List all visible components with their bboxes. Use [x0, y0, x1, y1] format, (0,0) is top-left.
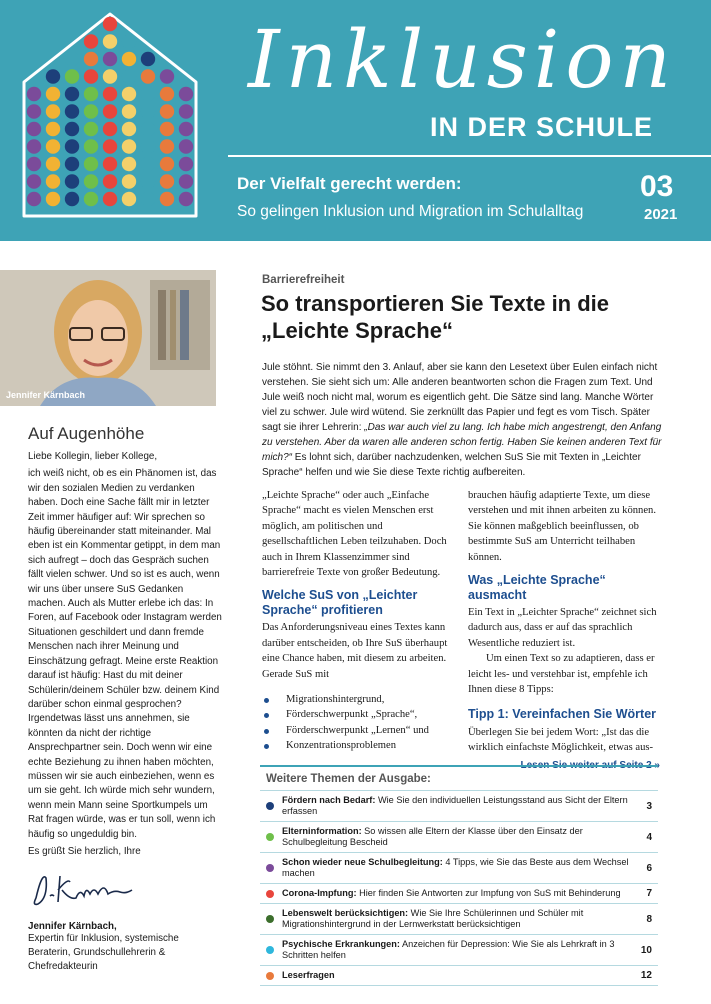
paragraph: Das Anforderungsniveau eines Textes kann darüber entscheiden, ob Ihre SuS überhaupt eine Chance haben, mit diesem zu arbeiten. Gerade SuS mit [262, 622, 448, 680]
logo-dot [122, 139, 136, 153]
logo-dot [27, 157, 41, 171]
topic-text [282, 888, 632, 899]
topic-text [282, 795, 632, 817]
topic-text [282, 857, 632, 879]
more-topics-title: Weitere Themen der Ausgabe: [260, 767, 658, 791]
logo-dot [103, 157, 117, 171]
topic-row[interactable] [260, 966, 658, 986]
logo-dot [122, 174, 136, 188]
article-column-2 [468, 488, 660, 773]
logo-dot [179, 104, 193, 118]
topic-title: Corona-Impfung: [282, 888, 357, 898]
topic-row[interactable] [260, 791, 658, 822]
logo-dot [65, 52, 79, 66]
logo-dot [46, 87, 60, 101]
issue-year: 2021 [644, 206, 678, 223]
paragraph: Überlegen Sie bei jedem Wort: „Ist das die wirklich einfachste Möglichkeit, etwas aus- [468, 726, 654, 754]
logo-dot [160, 104, 174, 118]
author-photo [0, 270, 216, 406]
logo-dot [84, 157, 98, 171]
issue-number: 03 [640, 170, 674, 203]
paragraph: brauchen häufig adaptierte Texte, um diese verstehen und mit ihnen arbeiten zu können. Sie können maßgeblich beeinflussen, ob bestimmte SuS am Unterricht teilhaben können. [468, 490, 656, 563]
topic-title: Elterninformation: [282, 826, 362, 836]
editorial-closing: Es grüßt Sie herzlich, Ihre [28, 845, 141, 857]
article-headline: So transportieren Sie Texte in die „Leichte Sprache“ [261, 291, 610, 343]
logo-dot [27, 139, 41, 153]
logo-dot [122, 34, 136, 48]
logo-dot [179, 122, 193, 136]
logo-dot [46, 122, 60, 136]
topic-list [260, 791, 658, 986]
topic-bullet-icon [266, 890, 274, 898]
logo-dot [84, 192, 98, 206]
logo-dot [141, 192, 155, 206]
logo-dot [122, 157, 136, 171]
logo-dot [179, 87, 193, 101]
paragraph: Ein Text in „Leichter Sprache“ zeichnet sich dadurch aus, dass er auf das sprachlich Wesentliche reduziert ist. [468, 607, 657, 649]
topic-row[interactable] [260, 884, 658, 904]
logo-dot [84, 122, 98, 136]
house-dots-logo [20, 10, 200, 220]
logo-dot [122, 192, 136, 206]
topic-title: Psychische Erkrankungen: [282, 939, 400, 949]
topic-page-number: 3 [646, 800, 652, 812]
masthead [0, 0, 711, 241]
logo-dot [179, 139, 193, 153]
topic-title: Lebenswelt berücksichtigen: [282, 908, 409, 918]
topic-text [282, 908, 632, 930]
logo-dot [141, 52, 155, 66]
topic-page-number: 7 [646, 888, 652, 899]
topic-bullet-icon [266, 802, 274, 810]
logo-dot [46, 139, 60, 153]
tagline-primary: Der Vielfalt gerecht werden: [237, 174, 462, 193]
list-item: Förderschwerpunkt „Lernen“ und [262, 723, 450, 738]
editorial-text [28, 450, 223, 859]
topic-bullet-icon [266, 915, 274, 923]
logo-dot [160, 157, 174, 171]
logo-dot [160, 87, 174, 101]
logo-dot [122, 87, 136, 101]
topic-bullet-icon [266, 946, 274, 954]
article-column-1 [262, 488, 450, 754]
logo-dot [65, 122, 79, 136]
logo-dot [141, 139, 155, 153]
logo-dot [84, 139, 98, 153]
logo-dot [160, 174, 174, 188]
logo-dot [84, 174, 98, 188]
editorial-greeting: Liebe Kollegin, lieber Kollege, [28, 451, 158, 462]
logo-dot [122, 69, 136, 83]
logo-dot [103, 122, 117, 136]
logo-dot [65, 139, 79, 153]
header-divider [228, 155, 711, 157]
topic-description: Wie Sie den individuellen Leistungsstand aus Sicht der Eltern erfassen [282, 795, 628, 816]
topic-row[interactable] [260, 935, 658, 966]
logo-dot [141, 87, 155, 101]
logo-dot [103, 104, 117, 118]
logo-dot [46, 174, 60, 188]
logo-dot [179, 192, 193, 206]
paragraph: „Leichte Sprache“ oder auch „Einfache Sprache“ macht es vielen Menschen erst möglich, am politischen und gesellschaftlichen Leben teilzuhaben. Doch auch in Ihrem Klassenzimmer sind barrierefreie Texte von großer Bedeutung. [262, 490, 447, 579]
signature-image [28, 868, 138, 910]
topic-description: Hier finden Sie Antworten zur Impfung von SuS mit Behinderung [356, 888, 621, 898]
logo-dot [65, 157, 79, 171]
author-portrait-illustration [0, 270, 216, 406]
topic-description: Anzeichen für Depression: Wie Sie als Lehrkraft in 3 Schritten helfen [282, 939, 615, 960]
publication-title: Inklusion [248, 13, 678, 106]
logo-dot [103, 87, 117, 101]
logo-dot [65, 104, 79, 118]
logo-dot [84, 52, 98, 66]
logo-dot [27, 174, 41, 188]
intro-text-start: Jule stöhnt. Sie nimmt den 3. Anlauf, aber sie kann den Lesetext über Eulen einfach nicht verstehen. Sie sieht sich um: Alle anderen beantworten schon die Fragen zum Text. Und Jule weiß noch nicht mal, worum es eigentlich geht. Die Sätze sind lang. Manche Wörter viel zu schwer. Jule wird wütend. Sie zerknüllt das Papier und fegt es vom Tisch. Später sagt sie ihrer Lehrerin: [262, 362, 658, 433]
logo-dot [160, 69, 174, 83]
logo-dot [160, 192, 174, 206]
logo-dot [46, 157, 60, 171]
topic-bullet-icon [266, 972, 274, 980]
editorial-column [28, 424, 223, 974]
logo-dot [141, 122, 155, 136]
logo-dot [27, 122, 41, 136]
article-kicker: Barrierefreiheit [262, 274, 345, 286]
topic-row[interactable] [260, 904, 658, 935]
logo-dot [46, 192, 60, 206]
section-heading: Welche SuS von „Leichter Sprache“ profitieren [262, 588, 418, 617]
publication-subtitle: IN DER SCHULE [430, 112, 654, 142]
logo-dot [160, 139, 174, 153]
topic-page-number: 10 [640, 944, 652, 956]
paragraph: Um einen Text so zu adaptieren, dass er leicht les- und verstehbar ist, empfehle ich Ihnen diese 8 Tipps: [468, 653, 655, 696]
topic-page-number: 6 [646, 862, 652, 874]
logo-dot [141, 69, 155, 83]
logo-dot [103, 139, 117, 153]
logo-dot [84, 104, 98, 118]
topic-row[interactable] [260, 853, 658, 884]
logo-dot [103, 52, 117, 66]
author-name: Jennifer Kärnbach, [28, 921, 117, 933]
logo-dot [179, 157, 193, 171]
logo-dot [141, 104, 155, 118]
topic-text [282, 826, 632, 848]
logo-dot [103, 174, 117, 188]
logo-dot [46, 69, 60, 83]
intro-text-end: Es lohnt sich, darüber nachzudenken, welchen SuS Sie mit Texten in „Leichter Sprache“ helfen und wie Sie diese Texte richtig aufbereiten. [262, 452, 641, 478]
topic-title: Fördern nach Bedarf: [282, 795, 376, 805]
topic-row[interactable] [260, 822, 658, 853]
logo-dot [65, 192, 79, 206]
logo-dot [27, 104, 41, 118]
logo-dot [141, 174, 155, 188]
list-item: Förderschwerpunkt „Sprache“, [262, 707, 450, 722]
logo-dot [65, 87, 79, 101]
logo-dot [84, 87, 98, 101]
editorial-heading: Auf Augenhöhe [28, 424, 145, 443]
editorial-body: ich weiß nicht, ob es ein Phänomen ist, das wir den sozialen Medien zu verdanken haben. Doch eine Sache fällt mir in letzter Zeit immer häufiger auf: Wir sprechen so häufig übereinander statt miteinander. Mal eben ist ein Kommentar getippt, in dem man sich aufregt – doch das Gespräch suchen fällt vielen schwer. Und so ist es auch, wenn wir uns über unsere SuS Gedanken machen. Auch als Mutter erlebe ich das: In Foren, auf Facebook oder Instagram werden Situationen geschildert und dann fremde Menschen nach ihrer Meinung und Einschätzung gefragt. Meine erste Reaktion darauf ist häufig: Hast du mit deiner Schülerin/deinem Schüler bzw. deinem Kind darüber schon einmal gesprochen? Irgendetwas lässt uns annehmen, sie könnten da nicht der richtige Ansprechpartner sein. Doch wenn wir eine echte Beziehung zu ihnen haben möchten, müssen wir sie auch einbeziehen, wenn es um sie geht. Ich würde mich sehr wundern, wenn mein Mann seine Sportkumpels um Rat fragen würde, was er tun soll, wenn ich häufig so ungeduldig bin. [28, 468, 222, 840]
logo-dot [103, 17, 117, 31]
logo-dot [141, 157, 155, 171]
logo-dot [65, 69, 79, 83]
logo-dot [46, 104, 60, 118]
topic-page-number: 8 [646, 913, 652, 925]
topic-description: 4 Tipps, wie Sie das Beste aus dem Wechsel machen [282, 857, 629, 878]
list-item: Migrationshintergrund, [262, 692, 450, 707]
bullet-list [262, 692, 450, 754]
topic-text [282, 970, 632, 981]
intro-quote: „Das war auch viel zu lang. Ich habe mich angestrengt, den Anfang zu verstehen. Aber da waren alle anderen schon fertig. Haben Sie keinen anderen Text für mich?“ [262, 422, 662, 463]
topic-title: Leserfragen [282, 970, 335, 980]
topic-bullet-icon [266, 833, 274, 841]
article-intro [262, 360, 662, 480]
logo-dot [103, 34, 117, 48]
topic-title: Schon wieder neue Schulbegleitung: [282, 857, 443, 867]
topic-description: So wissen alle Eltern der Klasse über den Einsatz der Schulbegleitung Bescheid [282, 826, 583, 847]
topic-page-number: 12 [640, 970, 652, 981]
more-topics-box [260, 765, 658, 986]
logo-dot [122, 122, 136, 136]
logo-dot [103, 69, 117, 83]
tagline-secondary: So gelingen Inklusion und Migration im Schulalltag [237, 203, 584, 220]
logo-dot [122, 104, 136, 118]
photo-caption: Jennifer Kärnbach [6, 390, 86, 400]
logo-dot [160, 122, 174, 136]
logo-dot [65, 174, 79, 188]
list-item: Konzentrationsproblemen [262, 738, 450, 753]
logo-dot [84, 34, 98, 48]
topic-page-number: 4 [646, 831, 652, 843]
logo-dot [179, 174, 193, 188]
logo-dot [27, 192, 41, 206]
section-heading: Was „Leichte Sprache“ ausmacht [468, 573, 606, 602]
topic-bullet-icon [266, 864, 274, 872]
author-role: Expertin für Inklusion, systemische Beraterin, Grundschullehrerin & Chefredakteurin [28, 933, 179, 973]
topic-text [282, 939, 632, 961]
topic-description: Wie Sie Ihre Schülerinnen und Schüler mit Migrationshintergrund in der Lernwerkstatt berücksichtigen [282, 908, 584, 929]
logo-dot [122, 52, 136, 66]
logo-dot [84, 69, 98, 83]
section-heading: Tipp 1: Vereinfachen Sie Wörter [468, 707, 657, 722]
read-more-link[interactable]: Lesen Sie weiter auf Seite 2 » [520, 759, 660, 771]
logo-dot [27, 87, 41, 101]
logo-dot [103, 192, 117, 206]
